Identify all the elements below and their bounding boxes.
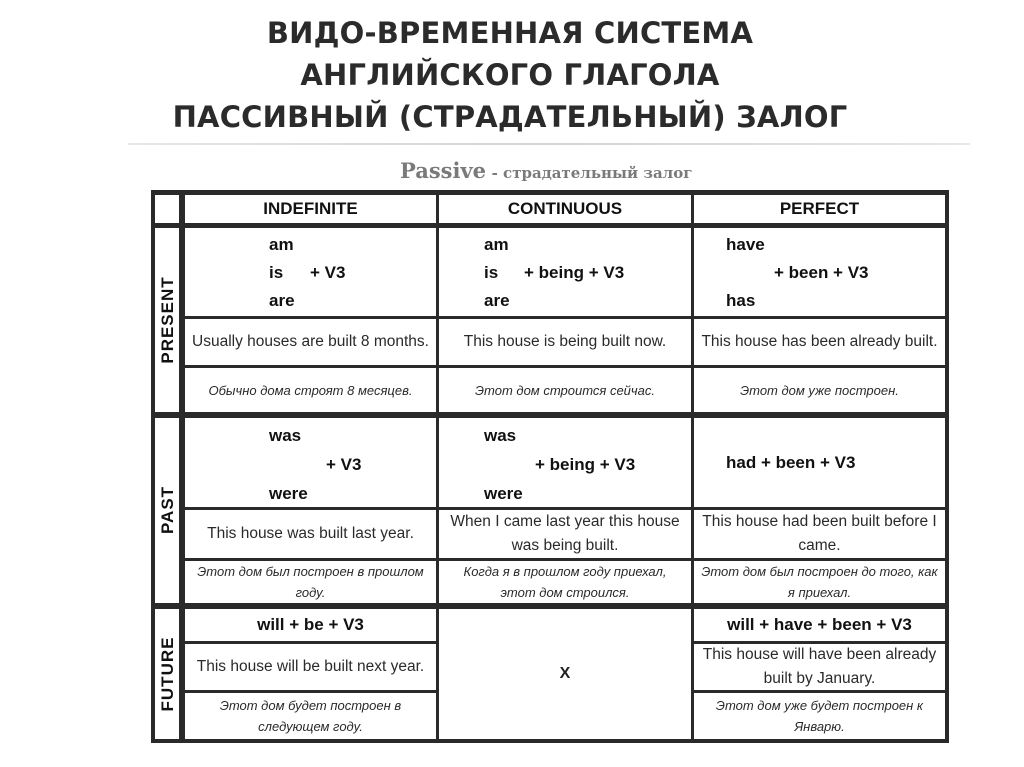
formula-word: are xyxy=(269,291,295,310)
formula-word: is xyxy=(484,263,499,282)
present-indefinite-translation: Обычно дома строят 8 месяцев. xyxy=(185,368,436,412)
tense-label-past: PAST xyxy=(158,485,177,535)
present-perfect-formula xyxy=(694,228,945,316)
future-indefinite-translation: Этот дом будет построен в следующем году. xyxy=(185,693,436,739)
present-perfect-example: This house has been already built. xyxy=(694,319,945,365)
formula-word: was xyxy=(484,426,517,445)
passive-voice-table xyxy=(151,190,949,743)
future-perfect-formula: will + have + been + V3 xyxy=(694,609,945,641)
slide-title-line-1: ВИДО-ВРЕМЕННАЯ СИСТЕМА xyxy=(266,16,754,50)
slide-title xyxy=(120,12,900,138)
tense-label-future: FUTURE xyxy=(158,636,177,712)
present-indefinite-example: Usually houses are built 8 months. xyxy=(185,319,436,365)
formula-word: were xyxy=(484,484,523,503)
formula-word: are xyxy=(484,291,510,310)
formula-word: have xyxy=(726,235,765,254)
caption-passive: Passive xyxy=(400,158,487,183)
formula-word: has xyxy=(726,291,756,310)
present-continuous-example: This house is being built now. xyxy=(439,319,691,365)
formula-suffix: + V3 xyxy=(310,263,346,282)
formula-word: was xyxy=(269,426,302,445)
formula-word: am xyxy=(484,235,509,254)
formula-suffix: + been + V3 xyxy=(774,263,869,282)
future-perfect-example: This house will have been already built by January. xyxy=(694,644,945,690)
header-perfect: PERFECT xyxy=(694,195,945,223)
future-indefinite-formula: will + be + V3 xyxy=(185,609,436,641)
formula-suffix: + V3 xyxy=(326,455,362,474)
past-indefinite-formula xyxy=(185,418,436,507)
header-continuous: CONTINUOUS xyxy=(439,195,691,223)
past-continuous-formula xyxy=(439,418,691,507)
past-continuous-translation: Когда я в прошлом году приехал, этот дом строился. xyxy=(439,561,691,603)
present-perfect-translation: Этот дом уже построен. xyxy=(694,368,945,412)
past-indefinite-example: This house was built last year. xyxy=(185,510,436,558)
formula-word: am xyxy=(269,235,294,254)
past-perfect-formula: had + been + V3 xyxy=(694,418,945,507)
title-divider xyxy=(128,143,970,145)
header-indefinite: INDEFINITE xyxy=(185,195,436,223)
past-perfect-translation: Этот дом был построен до того, как я приехал. xyxy=(694,561,945,603)
table-caption xyxy=(400,158,692,183)
present-continuous-formula xyxy=(439,228,691,316)
formula-suffix: + being + V3 xyxy=(524,263,625,282)
formula-word: is xyxy=(269,263,284,282)
future-perfect-translation: Этот дом уже будет построен к Январю. xyxy=(694,693,945,739)
past-perfect-example: This house had been built before I came. xyxy=(694,510,945,558)
present-indefinite-formula xyxy=(185,228,436,316)
future-continuous-not-used: X xyxy=(439,609,691,739)
header-corner-cell xyxy=(155,195,179,223)
slide-title-line-2: АНГЛИЙСКОГО ГЛАГОЛА xyxy=(300,58,720,92)
present-continuous-translation: Этот дом строится сейчас. xyxy=(439,368,691,412)
caption-subtitle: - страдательный залог xyxy=(491,164,693,182)
past-continuous-example: When I came last year this house was being built. xyxy=(439,510,691,558)
formula-word: were xyxy=(269,484,308,503)
past-indefinite-translation: Этот дом был построен в прошлом году. xyxy=(185,561,436,603)
formula-suffix: + being + V3 xyxy=(535,455,636,474)
tense-label-present: PRESENT xyxy=(158,276,177,364)
slide-title-line-3: ПАССИВНЫЙ (СТРАДАТЕЛЬНЫЙ) ЗАЛОГ xyxy=(172,100,848,134)
future-indefinite-example: This house will be built next year. xyxy=(185,644,436,690)
